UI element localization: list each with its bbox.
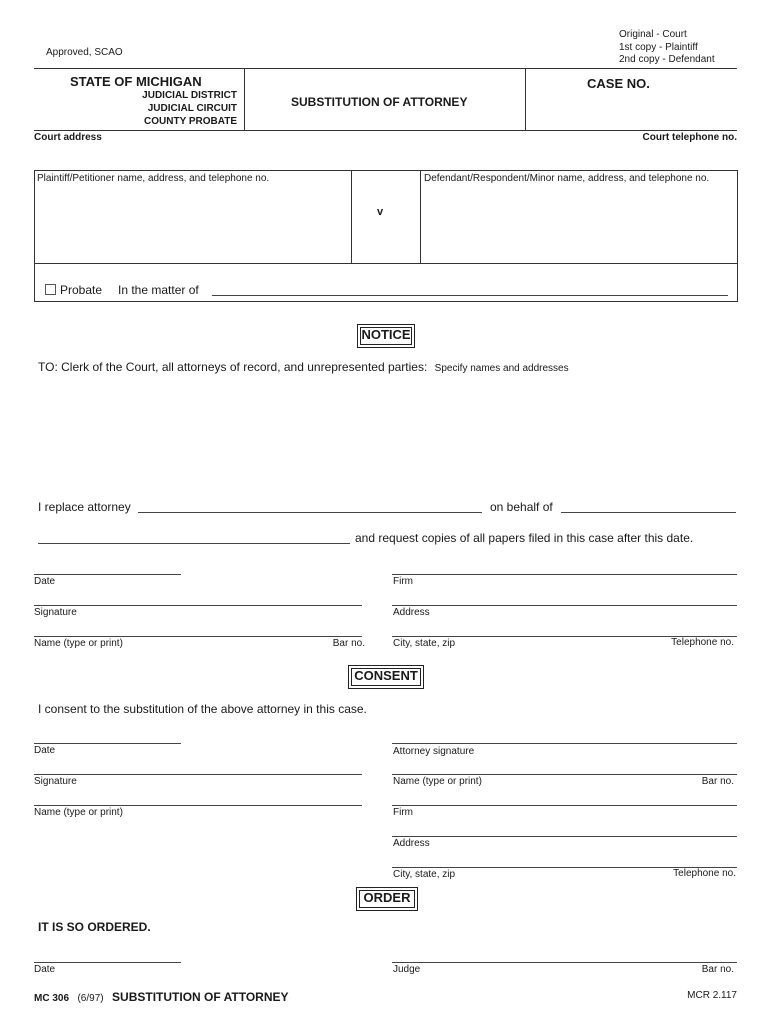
on-behalf-label: on behalf of [490,500,553,514]
replace-attorney-field[interactable] [138,512,482,513]
notice-city-label: City, state, zip [393,638,456,649]
notice-firm-label: Firm [393,576,413,587]
header-bottom-rule [34,130,737,131]
plaintiff-box[interactable] [34,170,352,264]
notice-address-label: Address [393,607,430,618]
consent-name-right-line[interactable] [392,774,737,775]
footer-form-id [34,988,289,1006]
order-bar-no-label: Bar no. [701,964,734,975]
parties-mid-rule [34,263,738,264]
notice-specify-label: Specify names and addresses [434,363,569,374]
consent-text: I consent to the substitution of the above attorney in this case. [38,702,367,716]
notice-to-label: TO: Clerk of the Court, all attorneys of record, and unrepresented parties: [38,360,428,374]
in-matter-of-field[interactable] [212,295,728,296]
consent-bar-no-label: Bar no. [701,776,734,787]
header-divider-2 [525,68,526,130]
copy-plaintiff: 1st copy - Plaintiff [619,41,698,53]
in-matter-of-label: In the matter of [118,283,199,297]
approved-label: Approved, SCAO [46,47,123,58]
consent-address-line[interactable] [392,836,737,837]
plaintiff-label: Plaintiff/Petitioner name, address, and telephone no. [37,173,270,184]
copy-distribution [619,29,715,67]
on-behalf-field[interactable] [561,512,736,513]
court-judicial-circuit: JUDICIAL CIRCUIT [147,103,237,114]
notice-date-label: Date [34,576,56,587]
notice-name-label: Name (type or print) [34,638,123,649]
notice-heading: NOTICE [357,324,415,348]
form-title: SUBSTITUTION OF ATTORNEY [291,95,468,109]
footer-form-no: MC 306 [34,993,70,1004]
copy-original: Original - Court [619,29,687,40]
request-copies-text: and request copies of all papers filed in this case after this date. [355,531,694,545]
consent-telephone-label: Telephone no. [673,868,736,879]
notice-date-line[interactable] [34,574,181,575]
replace-attorney-label: I replace attorney [38,500,131,514]
versus-label: v [377,206,384,218]
case-no-label: CASE NO. [587,76,650,91]
consent-firm-line[interactable] [392,805,737,806]
consent-city-label: City, state, zip [393,869,456,880]
consent-firm-label: Firm [393,807,413,818]
probate-checkbox[interactable] [45,284,56,295]
defendant-box[interactable] [420,170,738,264]
consent-name-left-line[interactable] [34,805,362,806]
notice-signature-line[interactable] [34,605,362,606]
consent-attorney-signature-line[interactable] [392,743,737,744]
order-judge-line[interactable] [392,962,737,963]
court-telephone-label: Court telephone no. [642,132,737,143]
consent-date-line[interactable] [34,743,181,744]
order-text: IT IS SO ORDERED. [38,920,151,934]
header-divider-1 [244,68,245,130]
defendant-label: Defendant/Respondent/Minor name, address, and telephone no. [424,173,710,184]
consent-signature-line[interactable] [34,774,362,775]
consent-name-right-label: Name (type or print) [393,776,482,787]
notice-firm-line[interactable] [392,574,737,575]
order-judge-label: Judge [393,964,421,975]
court-county-probate: COUNTY PROBATE [144,116,237,127]
state-name: STATE OF MICHIGAN [70,74,202,89]
header-top-rule [34,68,737,69]
copy-defendant: 2nd copy - Defendant [619,54,715,65]
probate-label: Probate [60,283,103,297]
consent-address-label: Address [393,838,430,849]
consent-name-left-label: Name (type or print) [34,807,123,818]
order-date-label: Date [34,964,56,975]
order-date-line[interactable] [34,962,181,963]
notice-signature-label: Signature [34,607,77,618]
consent-heading: CONSENT [348,665,424,689]
footer-rule: MCR 2.117 [687,990,737,1001]
notice-address-line[interactable] [392,605,737,606]
notice-bar-no-label: Bar no. [332,638,365,649]
footer-title: SUBSTITUTION OF ATTORNEY [112,990,289,1004]
consent-attorney-signature-label: Attorney signature [393,746,475,757]
footer-revision: (6/97) [77,993,104,1004]
court-judicial-district: JUDICIAL DISTRICT [142,90,237,101]
court-list [100,89,237,128]
notice-to-text [38,360,569,374]
request-name-field[interactable] [38,543,350,544]
notice-telephone-label: Telephone no. [671,637,734,648]
consent-signature-label: Signature [34,776,77,787]
order-heading: ORDER [356,887,418,911]
notice-name-line[interactable] [34,636,362,637]
court-address-label: Court address [34,132,102,143]
consent-date-label: Date [34,745,56,756]
